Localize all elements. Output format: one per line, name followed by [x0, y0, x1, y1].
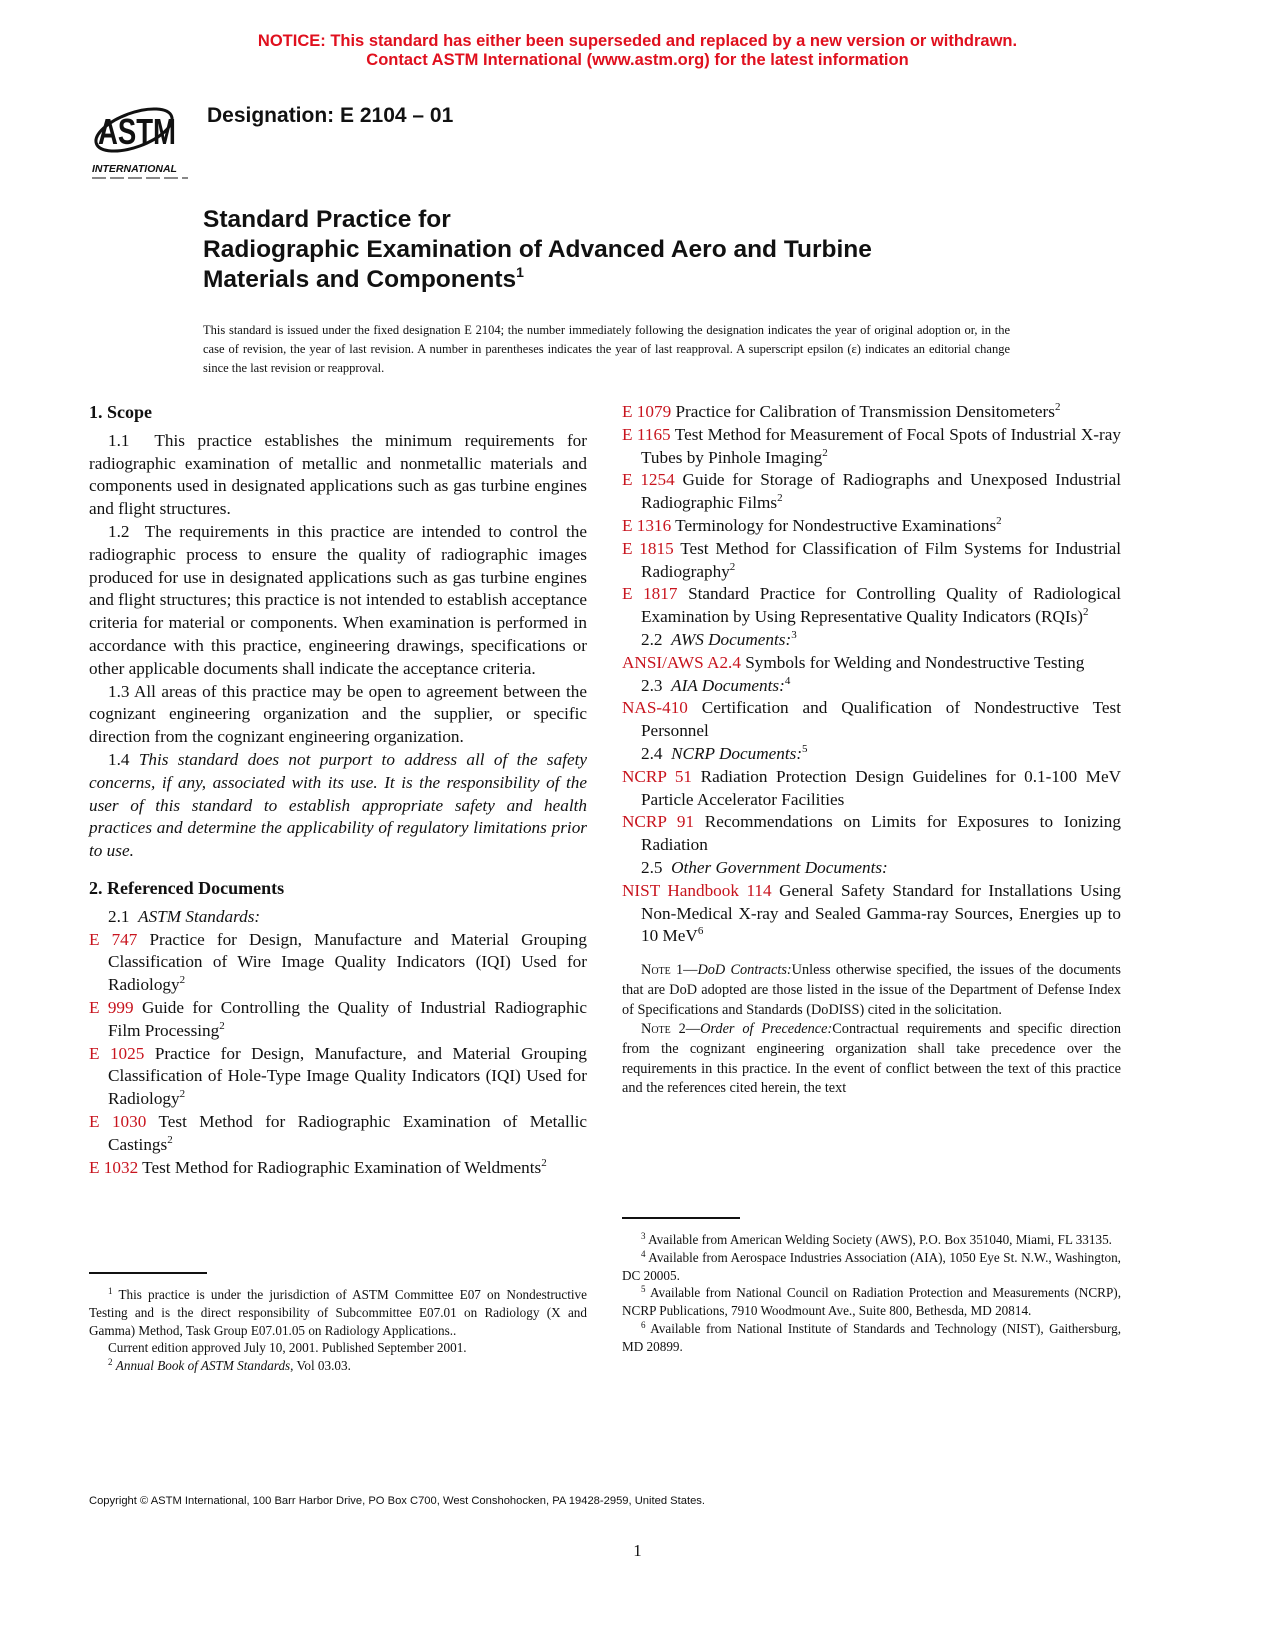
document-title [203, 205, 1103, 295]
note-2: Note 2—Order of Precedence:Contractual requirements and specific direction from the cognizant engineering organization shall take precedence over the requirements in this practice. In the event of conflict between the text of this practice and the references cited herein, the text [622, 1021, 1121, 1097]
right-footnotes [622, 1217, 1121, 1356]
subsection-2-5: 2.5 Other Government Documents: [641, 857, 888, 877]
reference-item: E 1079 Practice for Calibration of Transmission Densitometers$^2$ [622, 401, 1061, 421]
footnote-1: $^1$ This practice is under the jurisdiction of ASTM Committee E07 on Nondestructive Testing and is the direct responsibility of Subcommittee E07.01 on Radiology (X and Gamma) Method, Task Group E07.01.05 on Radiology Applications.. [89, 1286, 587, 1338]
footnote-5: $^5$ Available from National Council on Radiation Protection and Measurements (NCRP), NCRP Publications, 7910 Woodmount Ave., Suite 800, Bethesda, MD 20814. [622, 1284, 1121, 1319]
reference-item: E 1316 Terminology for Nondestructive Examinations$^2$ [622, 514, 1002, 535]
reference-link[interactable]: E 1030 [89, 1111, 147, 1131]
left-column [89, 401, 587, 1179]
withdrawn-notice [0, 32, 1275, 70]
reference-link[interactable]: E 1254 [622, 470, 675, 490]
svg-text:ASTM: ASTM [98, 111, 176, 152]
designation: Designation: E 2104 – 01 [207, 104, 454, 127]
reference-item: E 1032 Test Method for Radiographic Examination of Weldments$^2$ [89, 1156, 547, 1177]
reference-link[interactable]: E 999 [89, 997, 134, 1017]
footnote-divider [89, 1272, 207, 1274]
edition-note: Current edition approved July 10, 2001. Published September 2001. [108, 1340, 467, 1356]
note-1: Note 1—DoD Contracts:Unless otherwise specified, the issues of the documents that are DoD adopted are those listed in the issue of the Department of Defense Index of Specifications and Standards (DoDISS) cited in the solicitation. [622, 962, 1121, 1018]
reference-link[interactable]: NCRP 91 [622, 812, 695, 832]
reference-link[interactable]: E 1815 [622, 538, 674, 558]
paragraph-1-4: 1.4 This standard does not purport to address all of the safety concerns, if any, associated with its use. It is the responsibility of the user of this standard to establish appropriate safety and health practices and determine the applicability of regulatory limitations prior to use. [89, 749, 587, 861]
reference-link[interactable]: E 1817 [622, 584, 678, 604]
reference-item: NCRP 91 Recommendations on Limits for Exposures to Ionizing Radiation [622, 812, 1121, 855]
reference-link[interactable]: NAS-410 [622, 698, 688, 718]
reference-item: E 1815 Test Method for Classification of Film Systems for Industrial Radiography$^2$ [622, 538, 1121, 581]
issuance-note: This standard is issued under the fixed designation E 2104; the number immediately following the designation indicates the year of original adoption or, in the case of revision, the year of last revision. A number in parentheses indicates the year of last reapproval. A superscript epsilon (ε) indicates an editorial change since the last revision or reapproval. [203, 323, 1010, 375]
section-heading-scope: 1. Scope [89, 402, 152, 422]
copyright-line: Copyright © ASTM International, 100 Barr Harbor Drive, PO Box C700, West Conshohocken, PA 19428-2959, United States. [89, 1495, 705, 1507]
paragraph-1-2: 1.2 The requirements in this practice are intended to control the radiographic process to ensure the quality of radiographic images produced for use in designated applications such as gas turbine engines and flight structures; this practice is not intended to establish acceptance criteria for material or components. When examination is performed in accordance with this practice, engineering drawings, specifications or other applicable documents shall indicate the acceptance criteria. [89, 521, 587, 678]
reference-link[interactable]: E 1316 [622, 515, 672, 535]
subsection-2-3: 2.3 AIA Documents:$^4$ [641, 674, 791, 695]
astm-logo-icon [92, 92, 192, 182]
footnote-2: $^2$ Annual Book of ASTM Standards, Vol 03.03. [108, 1357, 351, 1374]
footnote-6: $^6$ Available from National Institute of Standards and Technology (NIST), Gaithersburg, MD 20899. [622, 1319, 1121, 1354]
title-line-2: Radiographic Examination of Advanced Aero and Turbine [203, 236, 872, 263]
paragraph-1-1: 1.1 This practice establishes the minimum requirements for radiographic examination of metallic and nonmetallic materials and components used in designated applications such as gas turbine engines and flight structures. [89, 430, 587, 519]
reference-link[interactable]: E 1165 [622, 424, 671, 444]
reference-item: NAS-410 Certification and Qualification of Nondestructive Test Personnel [622, 698, 1121, 741]
right-column [622, 401, 1121, 1099]
reference-item: E 1817 Standard Practice for Controlling Quality of Radiological Examination by Using Representative Quality Indicators (RQIs)$^2$ [622, 584, 1122, 627]
svg-text:INTERNATIONAL: INTERNATIONAL [92, 163, 177, 175]
paragraph-1-3: 1.3 All areas of this practice may be open to agreement between the cognizant engineering organization and the supplier, or specific direction from the cognizant engineering organization. [89, 681, 587, 747]
reference-item: E 1254 Guide for Storage of Radiographs and Unexposed Industrial Radiographic Films$^2$ [622, 470, 1122, 513]
notice-line-2: Contact ASTM International (www.astm.org) for the latest information [366, 51, 909, 69]
footnote-3: $^3$ Available from American Welding Society (AWS), P.O. Box 351040, Miami, FL 33135. [641, 1231, 1112, 1247]
subsection-2-2: 2.2 AWS Documents:$^3$ [641, 628, 797, 649]
reference-link[interactable]: NIST Handbook 114 [622, 880, 772, 900]
reference-link[interactable]: E 1025 [89, 1043, 145, 1063]
section-heading-referenced-documents: 2. Referenced Documents [89, 877, 285, 898]
reference-item: NCRP 51 Radiation Protection Design Guidelines for 0.1-100 MeV Particle Accelerator Facilities [622, 766, 1122, 809]
reference-item: NIST Handbook 114 General Safety Standard for Installations Using Non-Medical X-ray and Sealed Gamma-ray Sources, Energies up to 10 MeV$^6$ [622, 880, 1121, 946]
footnote-ref[interactable]: 1 [516, 264, 524, 280]
reference-item: E 747 Practice for Design, Manufacture and Material Grouping Classification of Wire Image Quality Indicators (IQI) Used for Radiology$^2$ [89, 929, 587, 995]
footnote-4: $^4$ Available from Aerospace Industries Association (AIA), 1050 Eye St. N.W., Washington, DC 20005. [622, 1248, 1121, 1283]
reference-item: ANSI/AWS A2.4 Symbols for Welding and Nondestructive Testing [622, 652, 1085, 672]
reference-link[interactable]: E 747 [89, 929, 138, 949]
reference-link[interactable]: E 1079 [622, 402, 672, 421]
page-number: 1 [633, 1541, 642, 1560]
subsection-2-4: 2.4 NCRP Documents:$^5$ [641, 742, 808, 763]
reference-link[interactable]: NCRP 51 [622, 766, 693, 786]
left-footnotes [89, 1272, 587, 1375]
reference-link[interactable]: E 1032 [89, 1157, 139, 1177]
title-line-3: Materials and Components$^1$ [203, 264, 524, 293]
reference-item: E 1030 Test Method for Radiographic Examination of Metallic Castings$^2$ [89, 1111, 588, 1154]
reference-item: E 999 Guide for Controlling the Quality of Industrial Radiographic Film Processing$^2$ [89, 997, 587, 1040]
reference-item: E 1025 Practice for Design, Manufacture, and Material Grouping Classification of Hole-Type Image Quality Indicators (IQI) Used for Radiology$^2$ [89, 1043, 588, 1109]
title-line-1: Standard Practice for [203, 206, 451, 233]
subsection-2-1: 2.1 ASTM Standards: [108, 906, 261, 926]
reference-link[interactable]: ANSI/AWS A2.4 [622, 652, 741, 672]
reference-item: E 1165 Test Method for Measurement of Focal Spots of Industrial X-ray Tubes by Pinhole Imaging$^2$ [622, 424, 1121, 467]
notice-line-1: NOTICE: This standard has either been superseded and replaced by a new version or withdrawn. [257, 32, 1018, 50]
